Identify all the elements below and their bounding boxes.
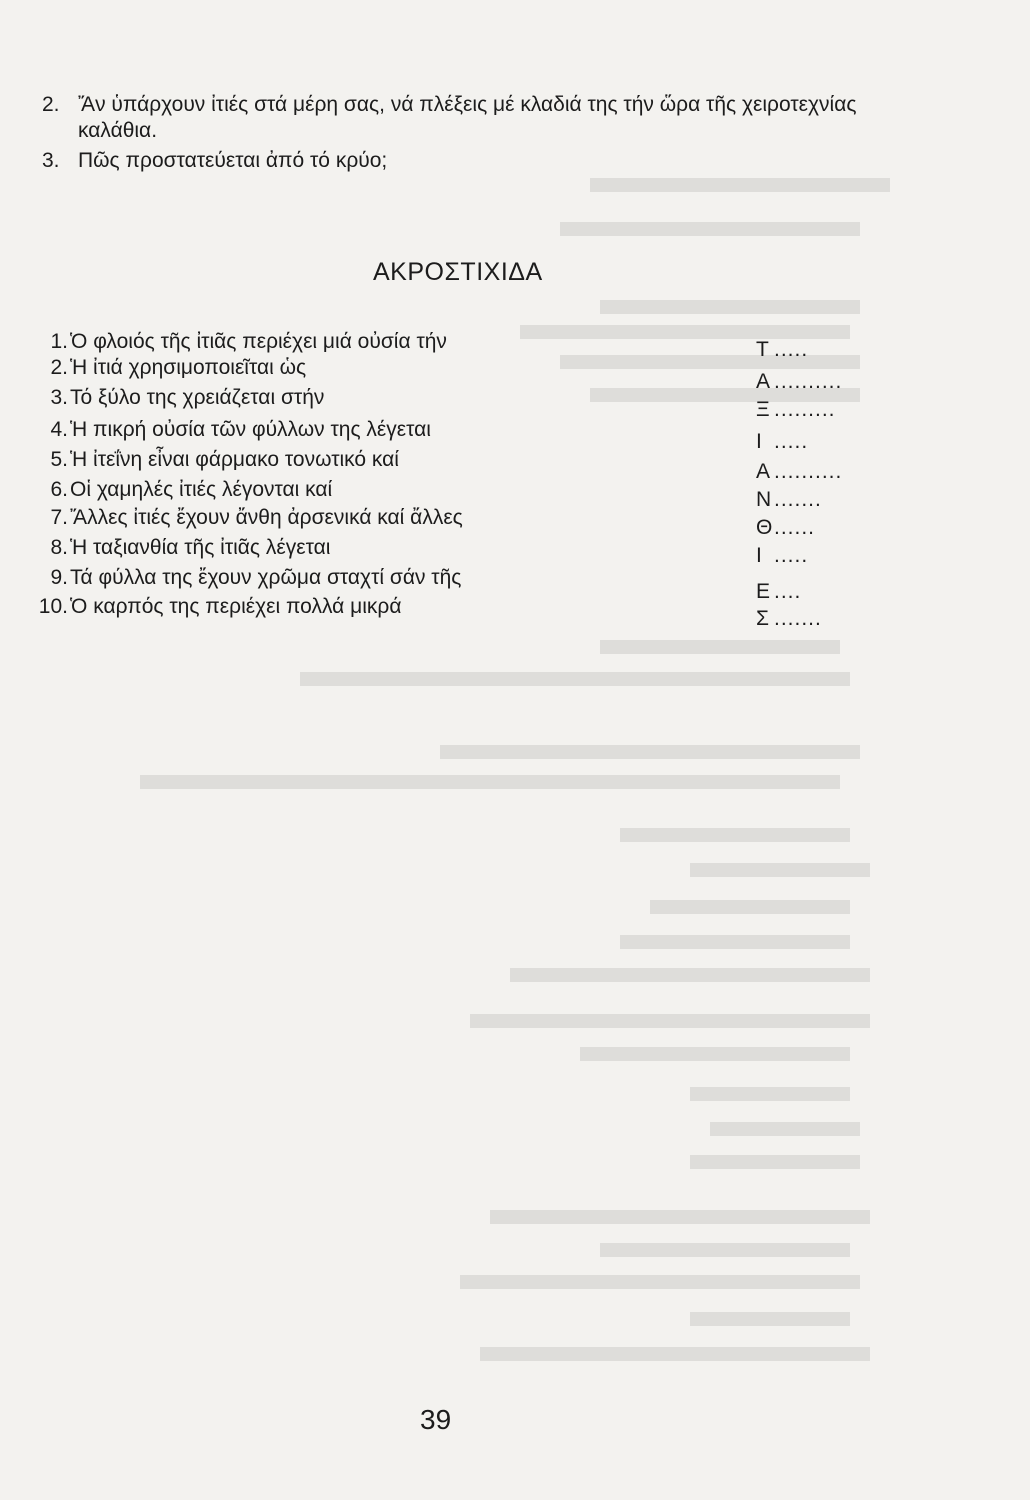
row-text: Ὁ φλοιός τῆς ἰτιᾶς περιέχει μιά οὐσία τήν (70, 330, 447, 353)
answer-dots: ..... (774, 544, 809, 567)
acrostic-row (0, 356, 1030, 393)
row-text: Ἡ πικρή οὐσία τῶν φύλλων της λέγεται (70, 418, 431, 441)
acrostic-letter: Σ (756, 607, 769, 630)
acrostic-letter: Θ (756, 516, 773, 539)
row-number: 9. (50, 566, 68, 589)
question-number: 3. (42, 149, 60, 172)
acrostic-row (0, 506, 1030, 539)
acrostic-row (0, 448, 1030, 483)
acrostic-letter: Ι (756, 544, 762, 567)
acrostic-letter: Ι (756, 430, 762, 453)
acrostic-letter: Α (756, 460, 771, 483)
row-number: 2. (50, 356, 68, 379)
question-text: Πῶς προστατεύεται ἀπό τό κρύο; (78, 149, 388, 172)
answer-dots: ..... (774, 430, 809, 453)
row-text: Ἡ ἰτιά χρησιμοποιεῖται ὡς (70, 356, 307, 379)
row-number: 10. (38, 595, 68, 618)
acrostic-letter: Α (756, 370, 771, 393)
answer-dots: ..... (774, 338, 809, 361)
row-number: 7. (50, 506, 68, 529)
acrostic-row (0, 536, 1030, 566)
row-number: 6. (50, 478, 68, 501)
acrostic-row (0, 566, 1030, 603)
page-number: 39 (420, 1404, 452, 1435)
answer-dots: .... (774, 580, 802, 603)
answer-dots: ....... (774, 607, 822, 630)
answer-dots: ......... (774, 398, 836, 421)
row-text: Ἡ ταξιανθία τῆς ἰτιᾶς λέγεται (70, 536, 331, 559)
acrostic-row (0, 478, 1030, 511)
row-number: 5. (50, 448, 68, 471)
row-text: Τά φύλλα της ἔχουν χρῶμα σταχτί σάν τῆς (70, 566, 462, 589)
row-number: 3. (50, 386, 68, 409)
question-number: 2. (42, 93, 60, 116)
row-number: 1. (50, 330, 68, 353)
row-number: 4. (50, 418, 68, 441)
acrostic-row (0, 386, 1030, 421)
acrostic-row (0, 595, 1030, 630)
row-text: Ἄλλες ἰτιές ἔχουν ἄνθη ἀρσενικά καί ἄλλες (70, 506, 463, 529)
question-text: Ἄν ὑπάρχουν ἰτιές στά μέρη σας, νά πλέξεις μέ κλαδιά της τήν ὥρα τῆς χειροτεχνίας καλάθια. (78, 93, 857, 142)
acrostic-letter: Ξ (756, 398, 770, 421)
acrostic-letter: Ν (756, 488, 772, 511)
row-text: Τό ξύλο της χρειάζεται στήν (70, 386, 325, 409)
row-text: Οἱ χαμηλές ἰτιές λέγονται καί (70, 478, 333, 501)
row-text: Ὁ καρπός της περιέχει πολλά μικρά (70, 595, 402, 618)
answer-dots: ....... (774, 488, 822, 511)
acrostic-row (0, 418, 1030, 453)
row-text: Ἡ ἰτεΐνη εἶναι φάρμακο τονωτικό καί (70, 448, 399, 471)
acrostic-title: ΑΚΡΟΣΤΙΧΙΔΑ (373, 258, 543, 286)
acrostic-letter: Τ (756, 338, 769, 361)
answer-dots: .......... (774, 460, 843, 483)
answer-dots: .......... (774, 370, 843, 393)
answer-dots: ...... (774, 516, 816, 539)
acrostic-letter: Ε (756, 580, 771, 603)
row-number: 8. (50, 536, 68, 559)
